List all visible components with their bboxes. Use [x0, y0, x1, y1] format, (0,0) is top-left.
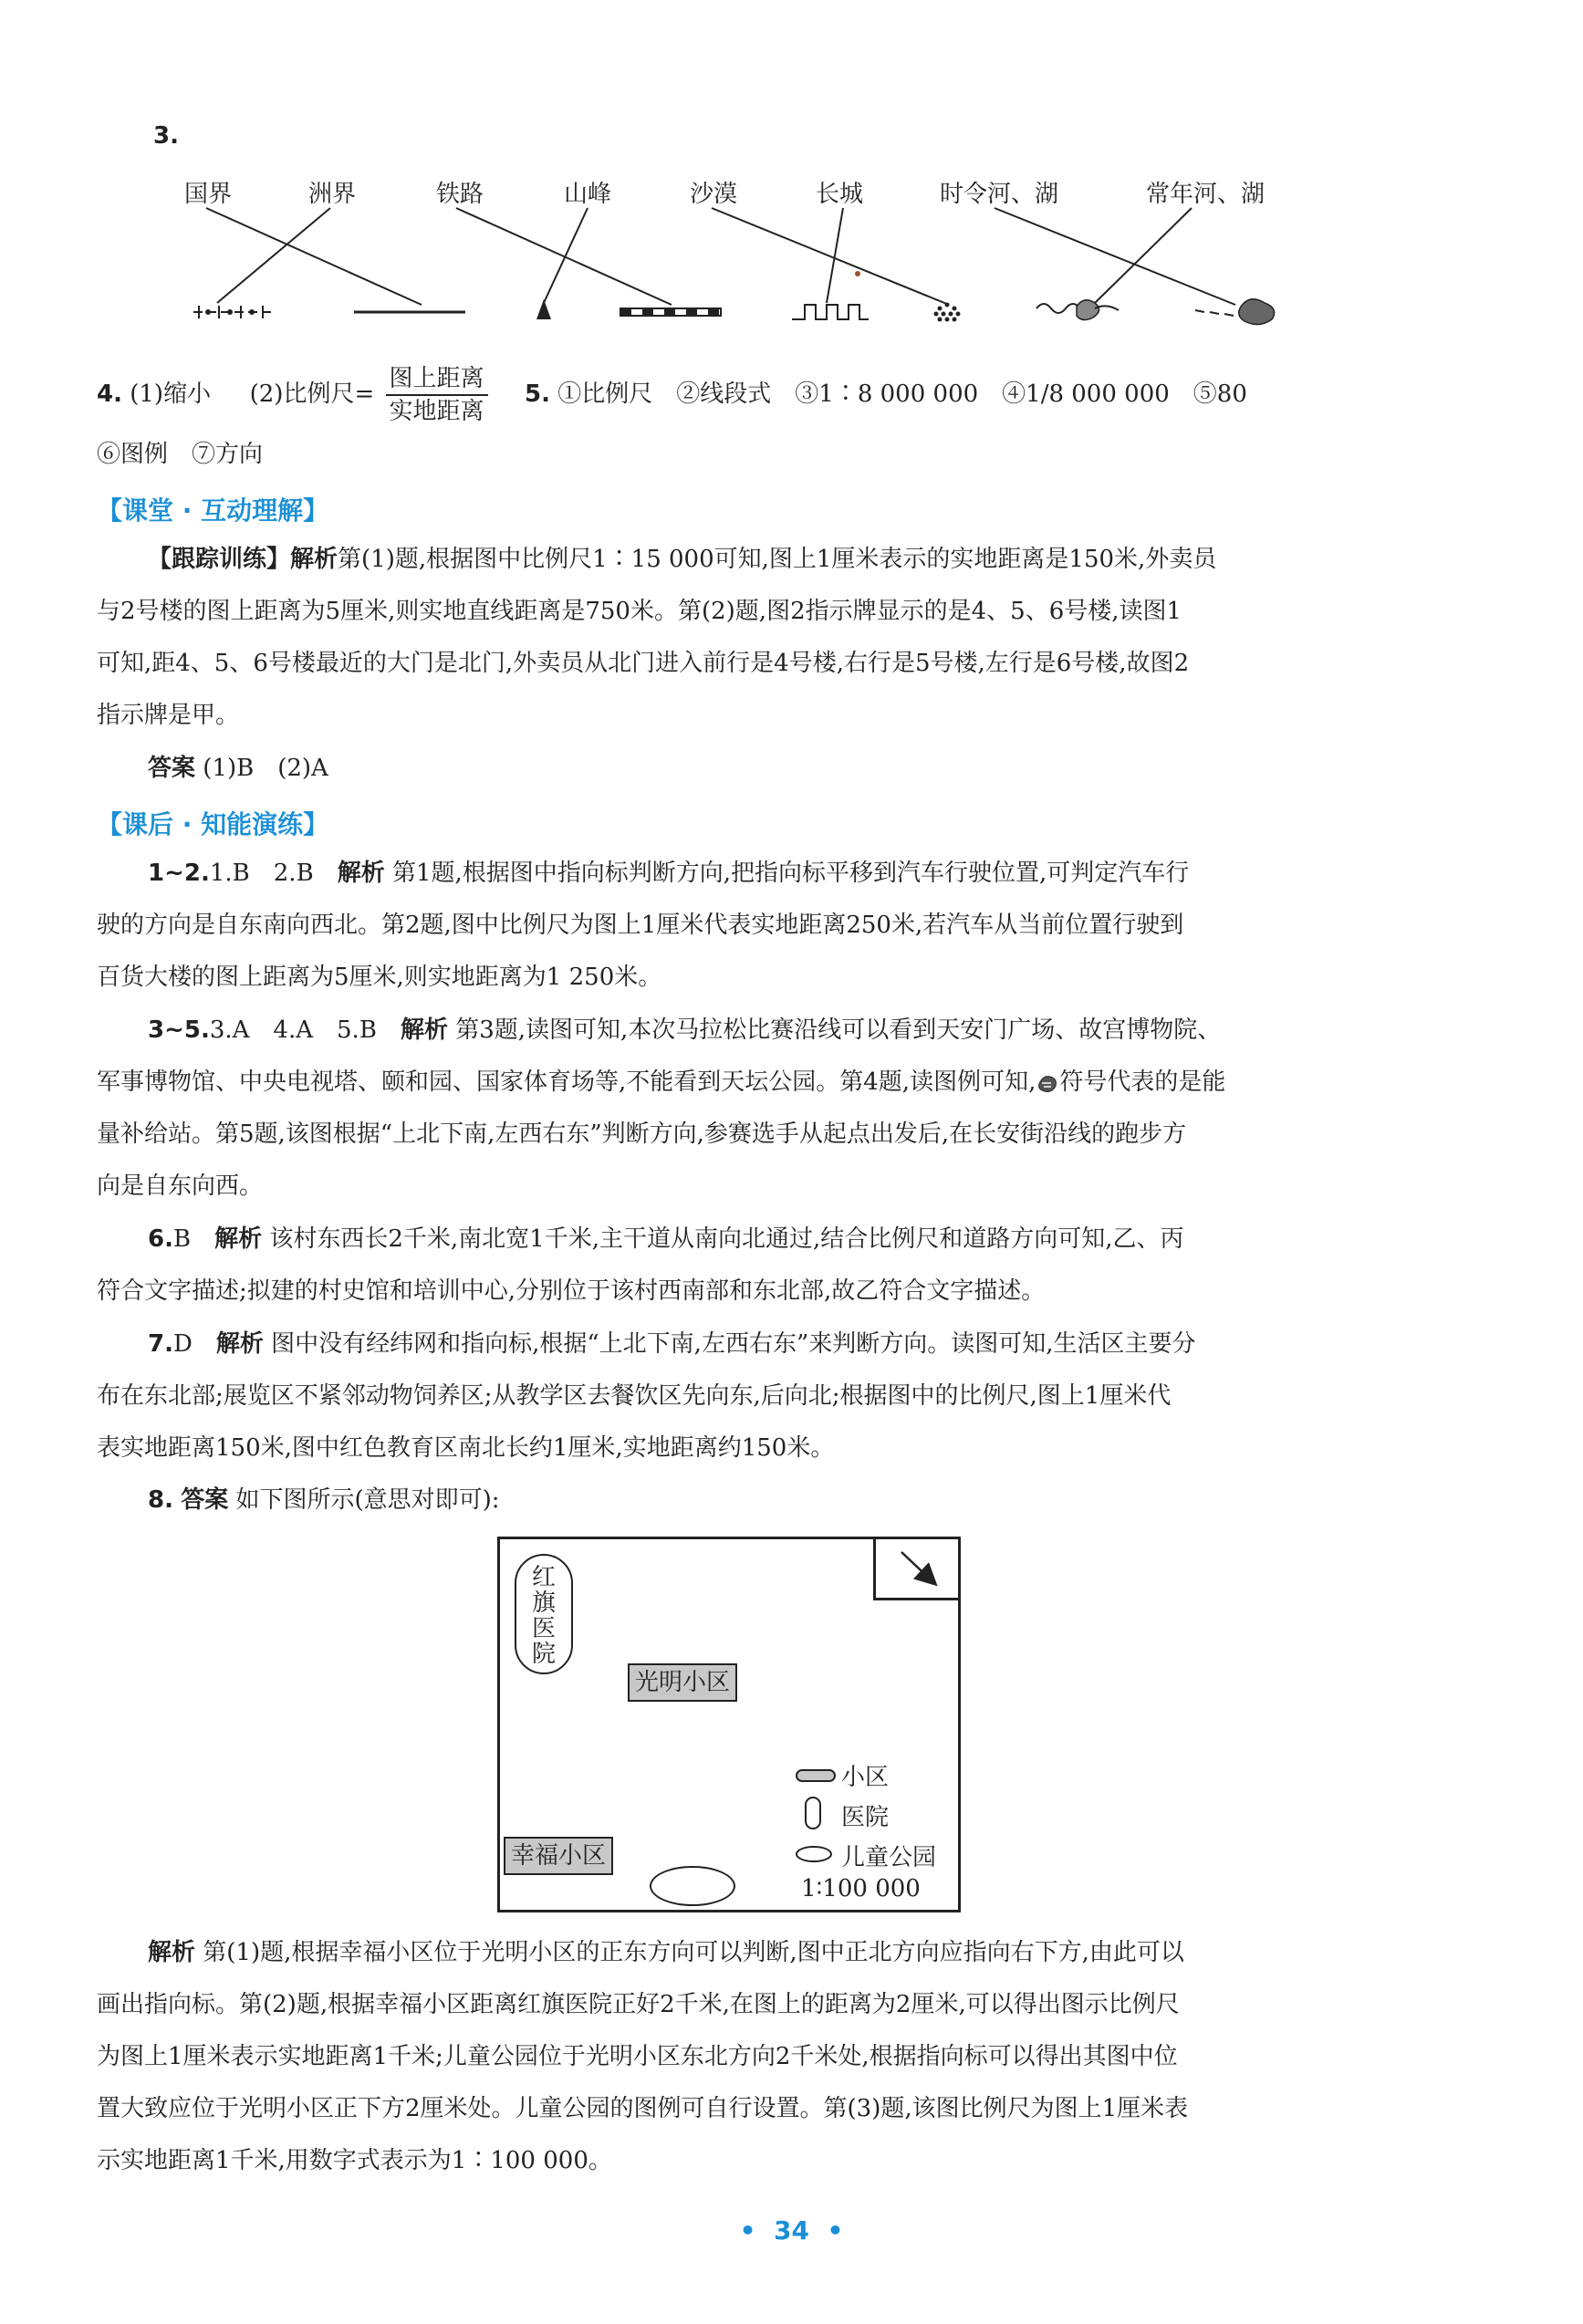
north-arrow-icon	[876, 1539, 958, 1598]
symbol-guojie-icon	[193, 306, 272, 318]
symbol-shamo-icon	[934, 303, 961, 322]
page-number-value: 34	[774, 2215, 809, 2246]
q1-2-number: 1~2.	[148, 860, 210, 887]
map-scale: 1∶100 000	[801, 1875, 921, 1902]
q3-5-line-2	[97, 1064, 1376, 1100]
hongqi-hospital	[515, 1554, 573, 1674]
q3-label-tielu: 铁路	[436, 181, 484, 208]
q3-label-shanfeng: 山峰	[564, 181, 612, 208]
page-number: • 34 •	[739, 2215, 844, 2246]
q6-number: 6.	[148, 1225, 173, 1253]
q3-number: 3.	[153, 122, 179, 150]
q3-5-text-2b: 符号代表的是能	[1059, 1068, 1226, 1096]
q6-text-1: 该村东西长2千米,南北宽1千米,主干道从南向北通过,结合比例尺和道路方向可知,乙、丙	[269, 1225, 1184, 1253]
q3-label-shamo: 沙漠	[690, 181, 738, 208]
q1-2-line-2: 驶的方向是自东南向西北。第2题,图中比例尺为图上1厘米代表实地距离250米,若汽车从当前位置行驶到	[97, 912, 1184, 939]
compass-box	[873, 1537, 961, 1600]
symbol-changnianhe-icon	[1195, 299, 1275, 325]
q5-text-line2: ⑥图例 ⑦方向	[97, 441, 264, 468]
q8-analysis-line-2: 画出指向标。第(2)题,根据幸福小区距离红旗医院正好2千米,在图上的距离为2厘米,可以得出图示比例尺	[97, 1991, 1180, 2018]
legend-xiaoqu-label: 小区	[841, 1764, 890, 1791]
track-line-1	[97, 541, 1376, 578]
q5-text: ①比例尺 ②线段式 ③1∶8 000 000 ④1/8 000 000 ⑤80	[557, 380, 1247, 408]
q3-5-line-3: 量补给站。第5题,该图根据“上北下南,左西右东”判断方向,参赛选手从起点出发后,在长安街沿线的跑步方	[97, 1120, 1187, 1148]
q1-2-analysis-label: 解析	[337, 860, 385, 887]
q3-matching-lines	[0, 0, 1583, 347]
fraction-numerator: 图上距离	[386, 363, 488, 396]
legend-hospital-label: 医院	[841, 1804, 890, 1831]
q7-text-1: 图中没有经纬网和指向标,根据“上北下南,左西右东”来判断方向。读图可知,生活区主要分	[271, 1330, 1196, 1358]
q3-5-analysis-label: 解析	[400, 1016, 448, 1044]
q6-line-1	[97, 1221, 1376, 1257]
track-answer: (1)B (2)A	[203, 755, 328, 782]
legend-hospital-icon	[805, 1797, 821, 1829]
q3-5-answers: 3.A 4.A 5.B	[209, 1016, 377, 1044]
q3-label-guojie: 国界	[184, 181, 233, 208]
q5-number: 5.	[525, 380, 551, 408]
q7-answer: D	[172, 1330, 193, 1358]
q3-label-changcheng: 长城	[816, 181, 864, 208]
q6-line-2: 符合文字描述;拟建的村史馆和培训中心,分别位于该村西南部和东北部,故乙符合文字描述。	[97, 1277, 1046, 1305]
symbol-changcheng-icon	[792, 305, 869, 319]
q4-part2: (2)比例尺=	[249, 380, 375, 408]
q8-analysis-line-3: 为图上1厘米表示实地距离1千米;儿童公园位于光明小区东北方向2千米处,根据指向标可以得出其图中位	[97, 2043, 1178, 2070]
q7-line-3: 表实地距离150米,图中红色教育区南北长约1厘米,实地距离约150米。	[97, 1434, 835, 1462]
q3-label-changnianhe: 常年河、湖	[1146, 181, 1265, 208]
track-head: 【跟踪训练】解析	[148, 546, 338, 573]
q3-5-number: 3~5.	[148, 1016, 210, 1044]
q7-line-1	[97, 1326, 1376, 1362]
track-line-2: 与2号楼的图上距离为5厘米,则实地直线距离是750米。第(2)题,图2指示牌显示的是4、5、6号楼,读图1	[97, 598, 1182, 625]
symbol-tielu-icon	[620, 308, 721, 316]
q7-number: 7.	[148, 1330, 173, 1358]
q8-map	[497, 1537, 961, 1912]
q4-number: 4.	[97, 380, 122, 408]
q1-2-line-3: 百货大楼的图上距离为5厘米,则实地距离为1 250米。	[97, 964, 662, 991]
fraction-denominator: 实地距离	[389, 398, 484, 425]
legend-xiaoqu-icon	[796, 1769, 836, 1782]
q3-5-line-1	[97, 1012, 1376, 1048]
q1-2-text-1: 第1题,根据图中指向标判断方向,把指向标平移到汽车行驶位置,可判定汽车行	[391, 860, 1190, 887]
legend-park-label: 儿童公园	[841, 1844, 937, 1871]
q3-5-line-4: 向是自东向西。	[97, 1172, 264, 1200]
q8-analysis-line-1	[97, 1934, 1376, 1971]
q6-answer: B	[172, 1225, 192, 1253]
q4-q5-line	[97, 363, 1376, 427]
q6-analysis-label: 解析	[214, 1225, 263, 1253]
legend-park-icon	[796, 1846, 832, 1862]
q8-analysis-line-4: 置大致应位于光明小区正下方2厘米处。儿童公园的图例可自行设置。第(3)题,该图比例尺为图上1厘米表	[97, 2095, 1189, 2122]
q1-2-answers: 1.B 2.B	[209, 860, 314, 887]
symbol-shanfeng-icon	[536, 299, 551, 319]
q3-label-shilinghe: 时令河、湖	[940, 181, 1059, 208]
guangming-community: 光明小区	[628, 1663, 737, 1702]
q8-line-1	[97, 1482, 1376, 1518]
symbol-shilinghe-icon	[1036, 300, 1119, 320]
track-line-4: 指示牌是甲。	[97, 702, 240, 729]
track-answer-label: 答案	[148, 755, 196, 782]
q3-5-text-2: 军事博物馆、中央电视塔、颐和园、国家体育场等,不能看到天坛公园。第4题,读图例可知,	[97, 1068, 1036, 1096]
hospital-label: 红旗医院	[531, 1564, 556, 1668]
childrens-park	[650, 1866, 735, 1906]
energy-station-icon	[1036, 1073, 1059, 1093]
xingfu-community: 幸福小区	[504, 1837, 613, 1875]
q8-analysis-label: 解析	[148, 1939, 196, 1966]
section-afterclass-heading: 【课后 · 知能演练】	[97, 809, 329, 839]
q8-analysis-text-1: 第(1)题,根据幸福小区位于光明小区的正东方向可以判断,图中正北方向应指向右下方,由此可以	[203, 1939, 1184, 1966]
q8-number: 8.	[148, 1486, 173, 1514]
q4-part1: (1)缩小	[130, 380, 212, 408]
q8-text: 如下图所示(意思对即可):	[235, 1486, 500, 1514]
q3-5-text-1: 第3题,读图可知,本次马拉松比赛沿线可以看到天安门广场、故宫博物院、	[455, 1016, 1222, 1044]
track-answer-line	[97, 750, 1376, 787]
track-line-3: 可知,距4、5、6号楼最近的大门是北门,外卖员从北门进入前行是4号楼,右行是5号楼,左行是6号楼,故图2	[97, 650, 1190, 677]
section-classroom-heading: 【课堂 · 互动理解】	[97, 495, 329, 526]
q1-2-line-1	[97, 855, 1376, 891]
q7-analysis-label: 解析	[215, 1330, 264, 1358]
q7-line-2: 布在东北部;展览区不紧邻动物饲养区;从教学区去餐饮区先向东,后向北;根据图中的比例尺,图上1厘米代	[97, 1382, 1172, 1410]
q8-answer-label: 答案	[181, 1486, 229, 1514]
scale-fraction	[386, 363, 488, 427]
q8-analysis-line-5: 示实地距离1千米,用数字式表示为1∶100 000。	[97, 2147, 612, 2174]
track-text-1: 第(1)题,根据图中比例尺1∶15 000可知,图上1厘米表示的实地距离是150米,外卖员	[338, 546, 1217, 573]
q3-label-zhoujie: 洲界	[308, 181, 357, 208]
